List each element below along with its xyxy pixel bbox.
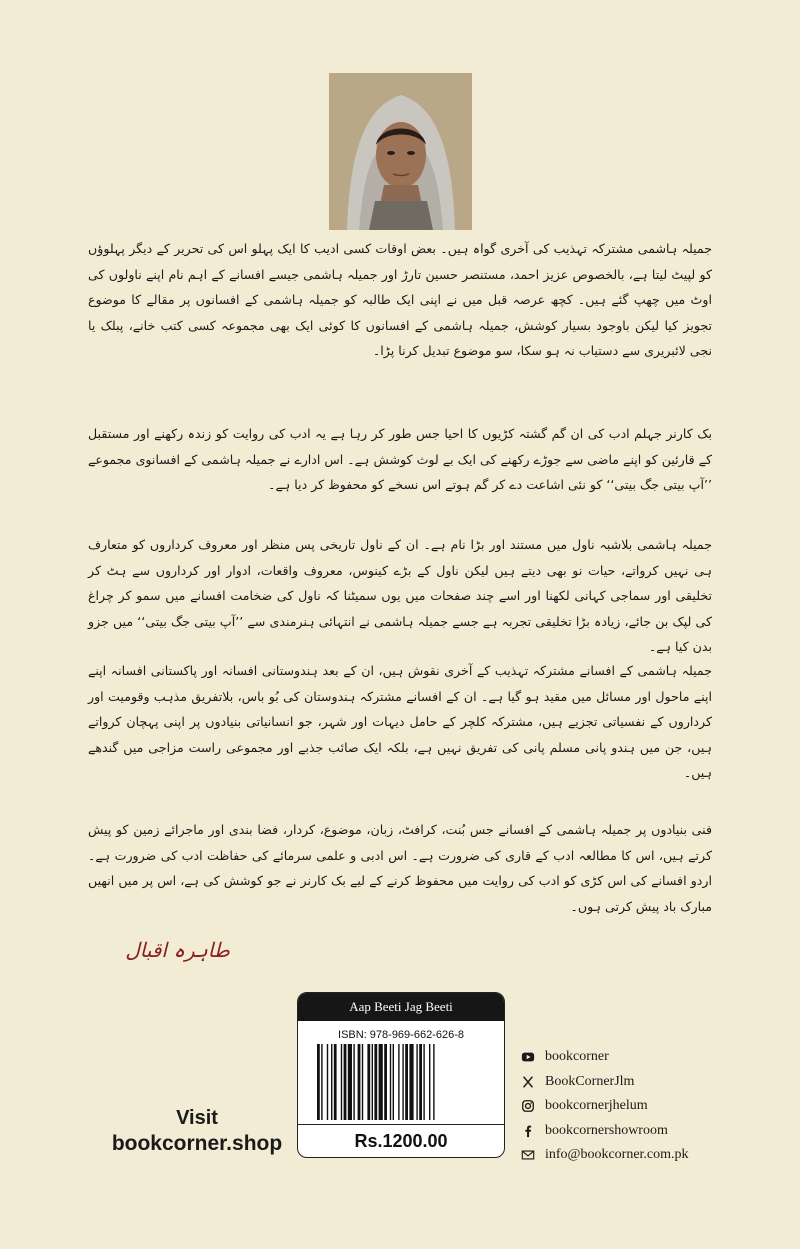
body-paragraph-5: فنی بنیادوں پر جمیلہ ہاشمی کے افسانے جس بُنت، کرافٹ، زبان، موضوع، کردار، فضا بندی اور ماجرائے زمین کو پیش کرتے ہیں، اس کا مطالعہ ادب کے قاری کی ضرورت ہے۔ اس ادبی و علمی سرمائے کی حفاظت ادب کی ضرورت ہے۔ اردو افسانے کی اس کڑی کو ادب کی روایت میں محفوظ کرنے کے لیے بک کارنر نے جو کوشش کی ہے، اس پر میں انھیں مبارک باد پیش کرتی ہوں۔ (88, 822, 712, 914)
website-link[interactable]: bookcorner.shop (111, 1132, 283, 1155)
price-label: Rs.1200.00 (298, 1124, 504, 1157)
body-paragraph-1: جمیلہ ہاشمی مشترکہ تہذیب کی آخری گواہ ہیں۔ بعض اوقات کسی ادیب کا ایک پہلو اس کی تحریر کے دیگر پہلوؤں کو لپیٹ لیتا ہے، بالخصوص عزیز احمد، مستنصر حسین تارڑ اور جمیلہ ہاشمی جیسے افسانے کے اہم نام اپنے ناولوں کی اوٹ میں چھپ گئے ہیں۔ کچھ عرصہ قبل میں نے اپنی ایک طالبہ کو جمیلہ ہاشمی کے افسانوں پر مقالے کا موضوع تجویز کیا لیکن باوجود بسیار کوشش، جمیلہ ہاشمی کے افسانوں کا کوئی ایک بھی مجموعہ کسی کتب خانے، پبلک یا نجی لائبریری سے دستیاب نہ ہو سکا، سو موضوع تبدیل کرنا پڑا۔ (88, 241, 712, 358)
social-item-facebook[interactable] (520, 1119, 760, 1143)
author-portrait (329, 73, 472, 230)
barcode-box (297, 992, 505, 1158)
visit-label: Visit (176, 1107, 218, 1129)
isbn-label: ISBN: 978-969-662-626-8 (338, 1029, 464, 1041)
social-label-x: BookCornerJlm (545, 1073, 635, 1089)
body-paragraph-4: جمیلہ ہاشمی کے افسانے مشترکہ تہذیب کے آخری نقوش ہیں، ان کے بعد ہندوستانی افسانہ اور پاکستانی افسانہ اپنے اپنے ماحول اور مسائل میں مقید ہو گیا ہے۔ ان کے افسانے مشترکہ ہندوستان کی بُو باس، بلاتفریق مذہب وقومیت اور کرداروں کے نفسیاتی تجزیے ہیں، مشترکہ کلچر کے حامل دیہات اور شہر، جو انسانیاتی بنیادوں پر اپنی پہچان کرواتے ہیں، جن میں ہندو پانی مسلم پانی کی تفریق نہیں ہے، بلکہ ایک صائب جذبے اور مجموعی راست مزاجی میں گندھے ہیں۔ (88, 663, 712, 780)
social-item-youtube[interactable] (520, 1045, 760, 1069)
email-icon (520, 1147, 536, 1163)
youtube-icon (520, 1049, 536, 1065)
social-item-email[interactable] (520, 1143, 760, 1167)
visit-block (92, 1105, 302, 1157)
facebook-icon (520, 1123, 536, 1139)
instagram-icon (520, 1098, 536, 1114)
social-label-instagram: bookcornerjhelum (545, 1098, 648, 1113)
social-label-youtube: bookcorner (545, 1049, 609, 1064)
body-paragraph-3: جمیلہ ہاشمی بلاشبہ ناول میں مستند اور بڑا نام ہے۔ ان کے ناول تاریخی پس منظر اور معروف کرداروں کو متعارف ہی نہیں کرواتے، حیات نو بھی دیتے ہیں لیکن ناول کے بڑے کینوس، معروف واقعات، ادوار اور کرداروں سے ہٹ کر تخلیقی اور سماجی کہانی لکھنا اور اسے چند صفحات میں یوں سمیٹنا کہ ناول کی ضخامت افسانے میں سمو کر چراغ کی لپک بن جائے، زیادہ بڑا تخلیقی تجربہ ہے جسے جمیلہ ہاشمی نے انتہائی ہنرمندی سے ’’آپ بیتی جگ بیتی‘‘ میں جزو بدن کیا ہے۔ (88, 537, 712, 654)
social-links (520, 1045, 760, 1168)
social-label-email: info@bookcorner.com.pk (545, 1147, 689, 1162)
social-label-facebook: bookcornershowroom (545, 1122, 668, 1138)
book-title-strip: Aap Beeti Jag Beeti (298, 993, 504, 1021)
author-signature: طاہرہ اقبال (125, 938, 230, 962)
barcode-bars (313, 1044, 489, 1120)
social-item-x[interactable] (520, 1070, 760, 1094)
x-icon (520, 1074, 536, 1090)
social-item-instagram[interactable] (520, 1094, 760, 1118)
body-paragraph-2: بک کارنر جہلم ادب کی ان گم گشتہ کڑیوں کا احیا جس طور کر رہا ہے یہ ادب کی روایت کو زندہ رکھنے اور مستقبل کے قارئین کو اپنے ماضی سے جوڑے رکھنے کی ایک بے لوث کوشش ہے۔ اس ادارے نے جمیلہ ہاشمی کے افسانوی مجموعے ’’آپ بیتی جگ بیتی‘‘ کو نئی اشاعت دے کر گم ہوتے اس نسخے کو محفوظ کر دیا ہے۔ (88, 426, 712, 492)
